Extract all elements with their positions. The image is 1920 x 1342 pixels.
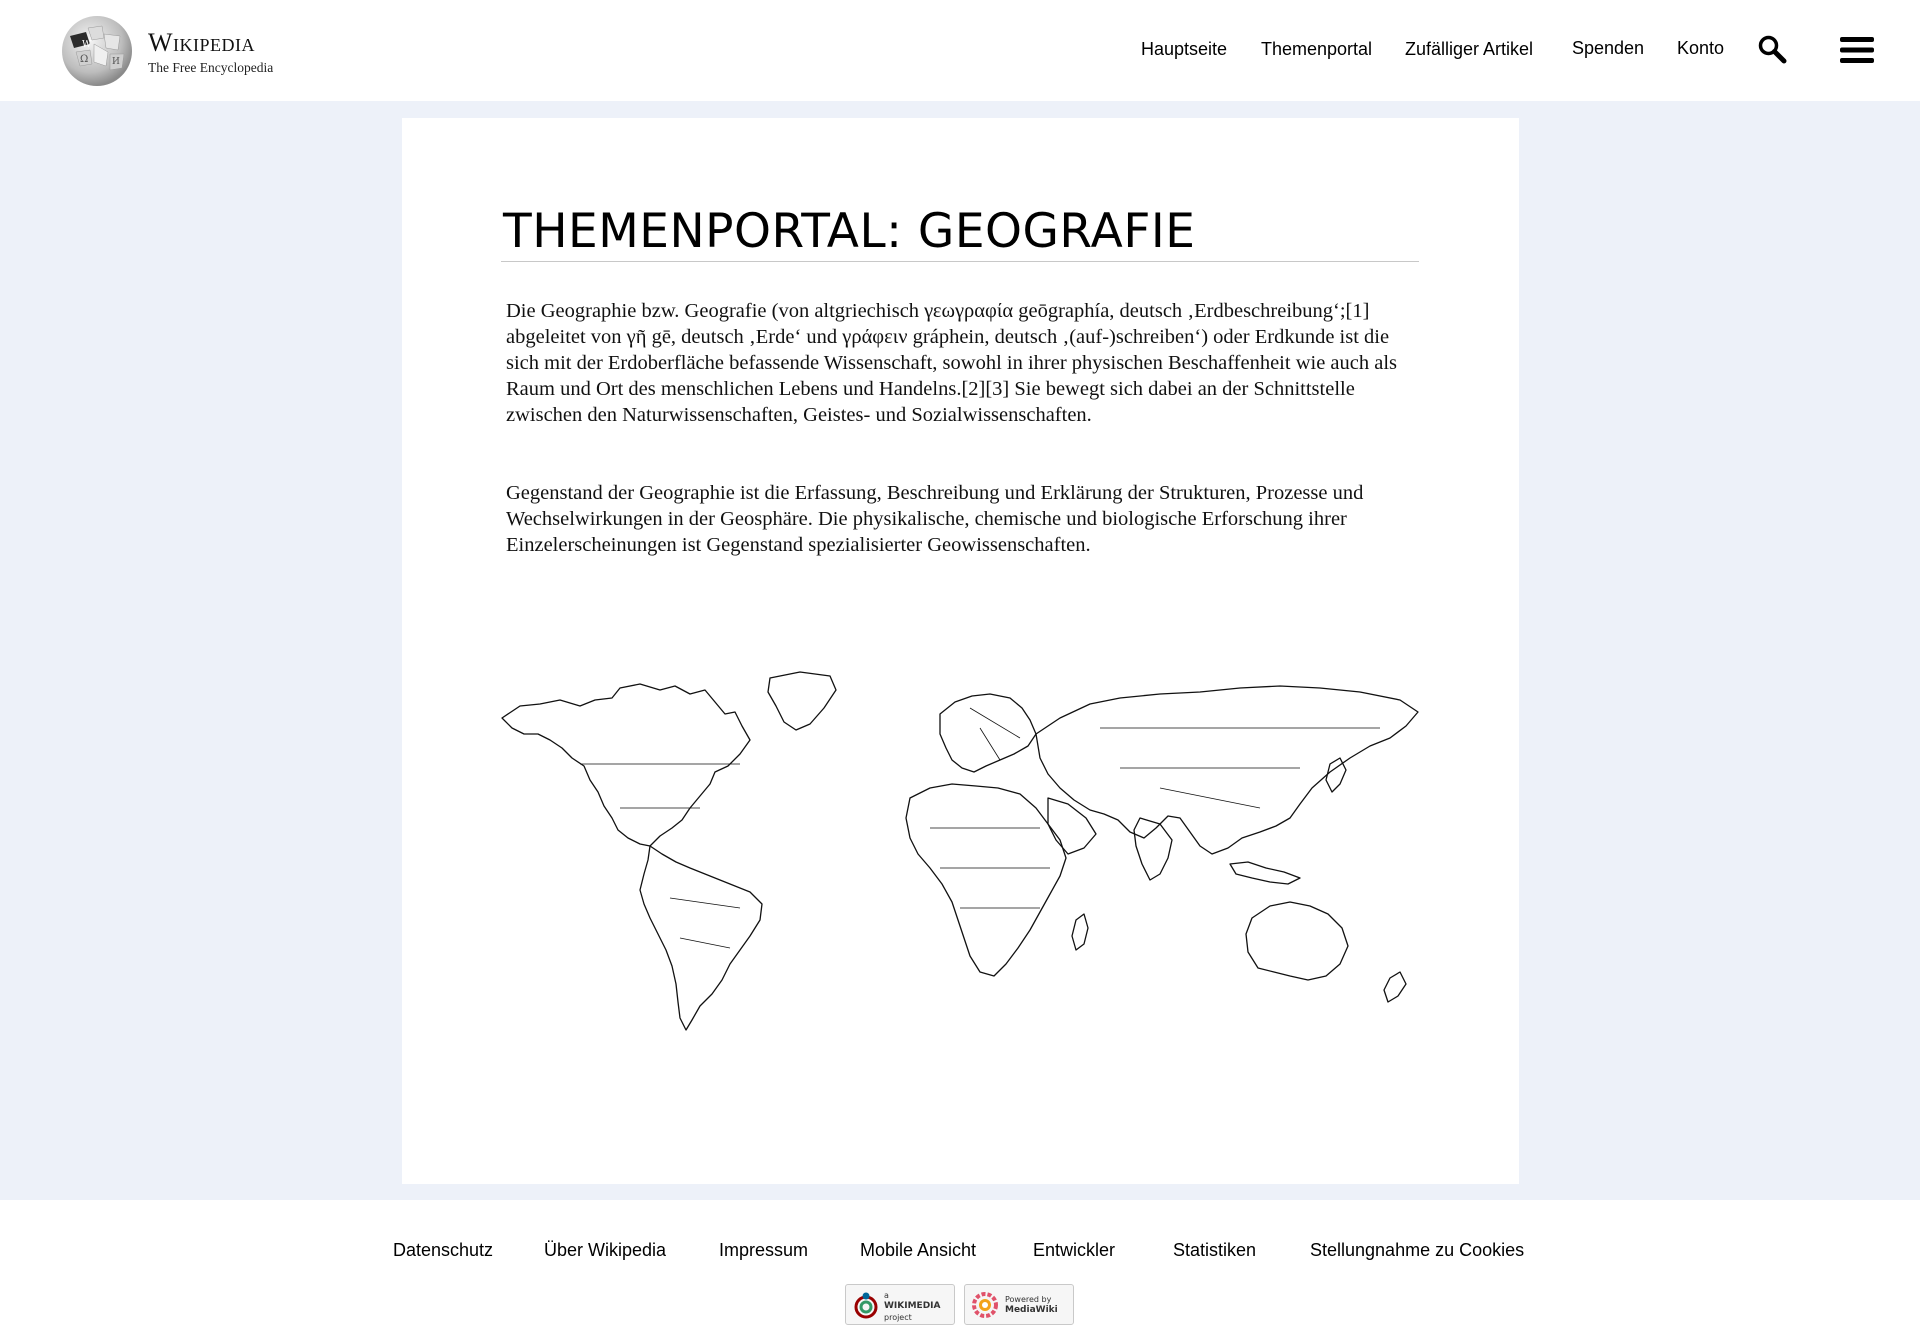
nav-konto[interactable]: Konto — [1677, 38, 1725, 58]
map-madagascar — [1072, 914, 1088, 950]
map-india — [1134, 818, 1172, 880]
wikimedia-project-badge[interactable] — [845, 1284, 955, 1325]
mediawiki-badge-prefix: Powered by — [1005, 1295, 1052, 1304]
footer-link-datenschutz[interactable]: Datenschutz — [393, 1240, 494, 1260]
nav-hauptseite[interactable]: Hauptseite — [1141, 39, 1228, 59]
wikimedia-logo-icon — [852, 1291, 880, 1319]
footer-link-entwickler[interactable]: Entwickler — [1033, 1240, 1116, 1260]
svg-text:Ω: Ω — [80, 54, 89, 65]
map-australia — [1246, 902, 1348, 980]
map-europe — [940, 694, 1036, 772]
map-south-america — [640, 846, 762, 1030]
footer — [0, 1200, 1920, 1342]
footer-link-ueber-wikipedia[interactable]: Über Wikipedia — [544, 1240, 667, 1260]
mediawiki-badge-name: MediaWiki — [1005, 1305, 1058, 1315]
logo-wordmark: Wikipedia — [148, 28, 256, 57]
world-map-image — [500, 668, 1420, 1035]
map-new-zealand — [1384, 972, 1406, 1002]
map-japan — [1326, 758, 1346, 792]
svg-text:И: И — [112, 57, 120, 67]
globe-icon — [60, 14, 134, 88]
nav-zufaelliger-artikel[interactable]: Zufälliger Artikel — [1405, 39, 1534, 59]
map-africa — [906, 784, 1066, 976]
map-indonesia — [1230, 862, 1300, 884]
subject-paragraph: Gegenstand der Geographie ist die Erfassung, Beschreibung und Erklärung der Strukturen, Prozesse und Wechselwirkungen in der Geosphäre. Die physikalische, chemische und biologische Erforschung ihrer Einzelerscheinungen ist Gegenstand spezialisierter Geowissenschaften. — [506, 482, 1364, 556]
footer-link-statistiken[interactable]: Statistiken — [1173, 1240, 1257, 1260]
top-bar — [0, 0, 1920, 101]
footer-link-cookies[interactable]: Stellungnahme zu Cookies — [1310, 1240, 1525, 1260]
svg-text:W: W — [82, 40, 92, 50]
hamburger-menu-icon[interactable] — [1840, 34, 1874, 66]
page-title: THEMENPORTAL: GEOGRAFIE — [503, 204, 1196, 259]
title-divider — [501, 261, 1419, 262]
logo-tagline: The Free Encyclopedia — [148, 60, 274, 75]
wikimedia-badge-name: WIKIMEDIA — [884, 1301, 941, 1311]
powered-by-mediawiki-badge[interactable] — [964, 1284, 1074, 1325]
wikipedia-logo[interactable] — [60, 14, 285, 88]
wikimedia-badge-prefix: a — [884, 1291, 889, 1300]
mediawiki-flower-icon — [971, 1291, 999, 1319]
nav-spenden[interactable]: Spenden — [1572, 38, 1645, 58]
search-icon[interactable] — [1757, 34, 1787, 64]
wikimedia-badge-sub: project — [884, 1313, 912, 1322]
map-north-america — [502, 684, 750, 846]
map-greenland — [768, 672, 836, 730]
footer-link-mobile-ansicht[interactable]: Mobile Ansicht — [860, 1240, 977, 1260]
map-arabia — [1048, 798, 1096, 854]
footer-link-impressum[interactable]: Impressum — [719, 1240, 809, 1260]
intro-paragraph: Die Geographie bzw. Geografie (von altgriechisch γεωγραφία geōgraphía, deutsch ‚Erdbeschreibung‘;[1] abgeleitet von γῆ gē, deutsch ‚Erde‘ und γράφειν gráphein, deutsch ‚(auf-)schreiben‘) oder Erdkunde ist die sich mit der Erdoberfläche befassende Wissenschaft, sowohl in ihrer physischen Beschaffenheit wie auch als Raum und Ort des menschlichen Lebens und Handelns.[2][3] Sie bewegt sich dabei an der Schnittstelle zwischen den Naturwissenschaften, Geistes- und Sozialwissenschaften. — [506, 300, 1398, 426]
nav-themenportal[interactable]: Themenportal — [1261, 39, 1373, 59]
